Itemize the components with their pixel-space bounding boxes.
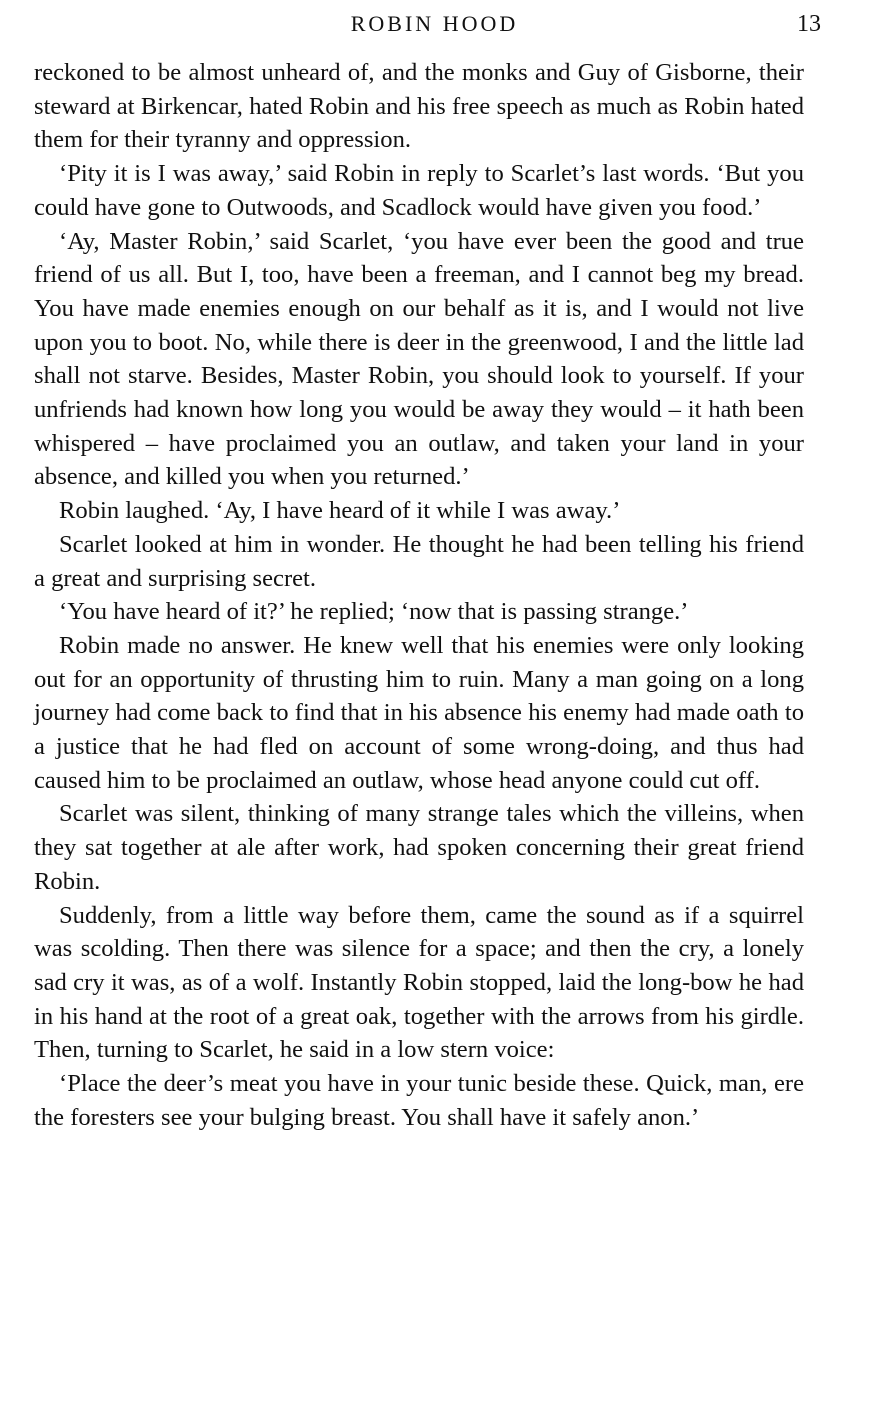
paragraph: Scarlet was silent, thinking of many strange tales which the villeins, when they sat together at ale after work, had spoken concerning their great friend Robin. xyxy=(34,800,804,895)
running-title: ROBIN HOOD xyxy=(350,11,519,36)
paragraph: ‘Pity it is I was away,’ said Robin in reply to Scarlet’s last words. ‘But you could have gone to Outwoods, and Scadlock would have given you food.’ xyxy=(34,160,804,221)
paragraph: Robin laughed. ‘Ay, I have heard of it while I was away.’ xyxy=(59,497,621,525)
page-number: 13 xyxy=(797,11,821,37)
paragraph: ‘Place the deer’s meat you have in your tunic beside these. Quick, man, ere the foresters see your bulging breast. You shall have it safely anon.’ xyxy=(34,1070,804,1131)
paragraph: ‘You have heard of it?’ he replied; ‘now that is passing strange.’ xyxy=(59,598,689,626)
paragraph: Robin made no answer. He knew well that his enemies were only looking out for an opportunity of thrusting him to ruin. Many a man going on a long journey had come back to find that in his absence his enemy had made oath to a justice that he had fled on account of some wrong-doing, and thus had caused him to be proclaimed an outlaw, whose head anyone could cut off. xyxy=(34,631,804,794)
paragraph: ‘Ay, Master Robin,’ said Scarlet, ‘you have ever been the good and true friend of us all. But I, too, have been a freeman, and I cannot beg my bread. You have made enemies enough on our behalf as it is, and I would not live upon you to boot. No, while there is deer in the greenwood, I and the little lad shall not starve. Besides, Master Robin, you should look to yourself. If your unfriends had known how long you would be away they would – it hath been whispered – have proclaimed you an outlaw, and taken your land in your absence, and killed you when you returned.’ xyxy=(34,227,804,491)
paragraph: Suddenly, from a little way before them, came the sound as if a squirrel was scolding. Then there was silence for a space; and then the cry, a lonely sad cry it was, as of a wolf. Instantly Robin stopped, laid the long-bow he had in his hand at the root of a great oak, together with the arrows from his girdle. Then, turning to Scarlet, he said in a low stern voice: xyxy=(34,901,804,1064)
paragraph: Scarlet looked at him in wonder. He thought he had been telling his friend a great and surprising secret. xyxy=(34,530,804,592)
paragraph: reckoned to be almost unheard of, and the monks and Guy of Gisborne, their steward at Birkencar, hated Robin and his free speech as much as Robin hated them for their tyranny and oppression. xyxy=(34,59,804,154)
body-text xyxy=(34,56,804,1135)
page-header xyxy=(0,8,869,40)
